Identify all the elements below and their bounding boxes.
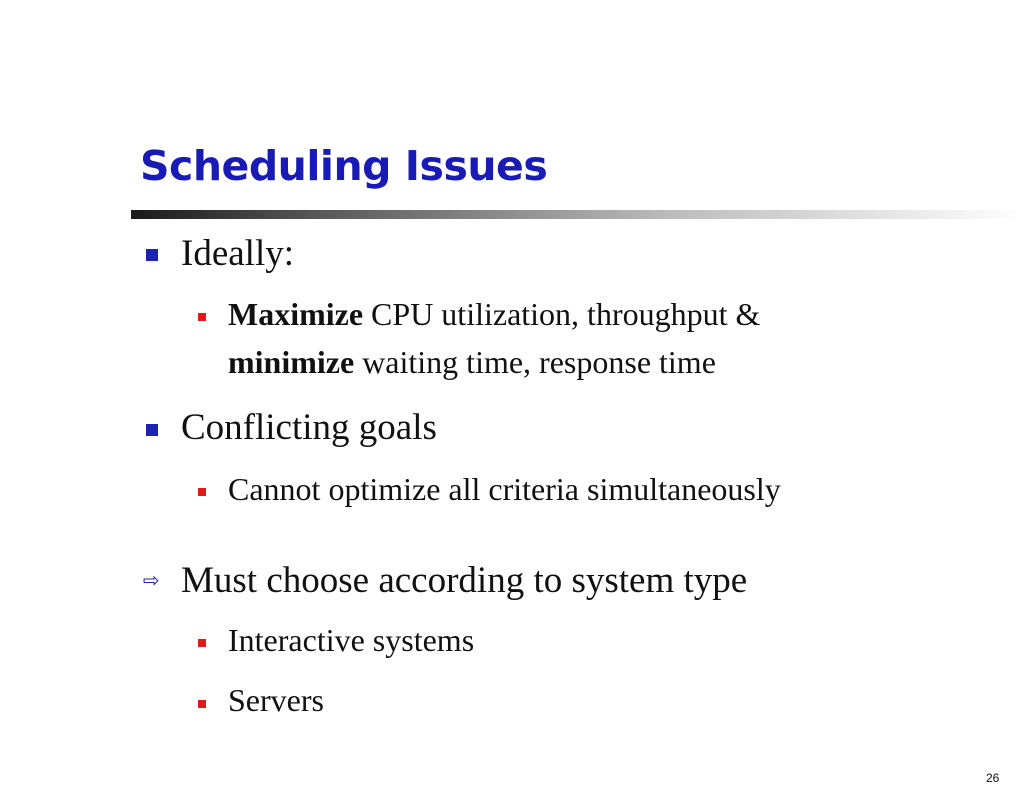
hollow-arrow-icon: ⇨ (143, 568, 160, 592)
maximize-text: CPU utilization, throughput & (363, 296, 761, 332)
page-number: 26 (986, 771, 1000, 785)
bullet-must-choose: Must choose according to system type (181, 560, 748, 601)
maximize-emphasis: Maximize (228, 296, 364, 332)
square-bullet-icon (146, 424, 158, 436)
title-rule (131, 210, 1024, 219)
small-square-bullet-icon (198, 313, 206, 321)
bullet-cannot-optimize: Cannot optimize all criteria simultaneously (228, 471, 781, 507)
small-square-bullet-icon (198, 700, 206, 708)
square-bullet-icon (146, 249, 158, 261)
small-square-bullet-icon (198, 639, 206, 647)
small-square-bullet-icon (198, 488, 206, 496)
bullet-maximize (228, 298, 760, 330)
minimize-text: waiting time, response time (354, 344, 716, 380)
minimize-emphasis: minimize (228, 344, 355, 380)
bullet-conflicting-goals: Conflicting goals (181, 407, 437, 448)
bullet-minimize (228, 346, 716, 378)
bullet-servers: Servers (228, 682, 324, 718)
bullet-interactive-systems: Interactive systems (228, 622, 475, 658)
slide-title: Scheduling Issues (140, 142, 548, 190)
bullet-ideally: Ideally: (181, 233, 295, 274)
